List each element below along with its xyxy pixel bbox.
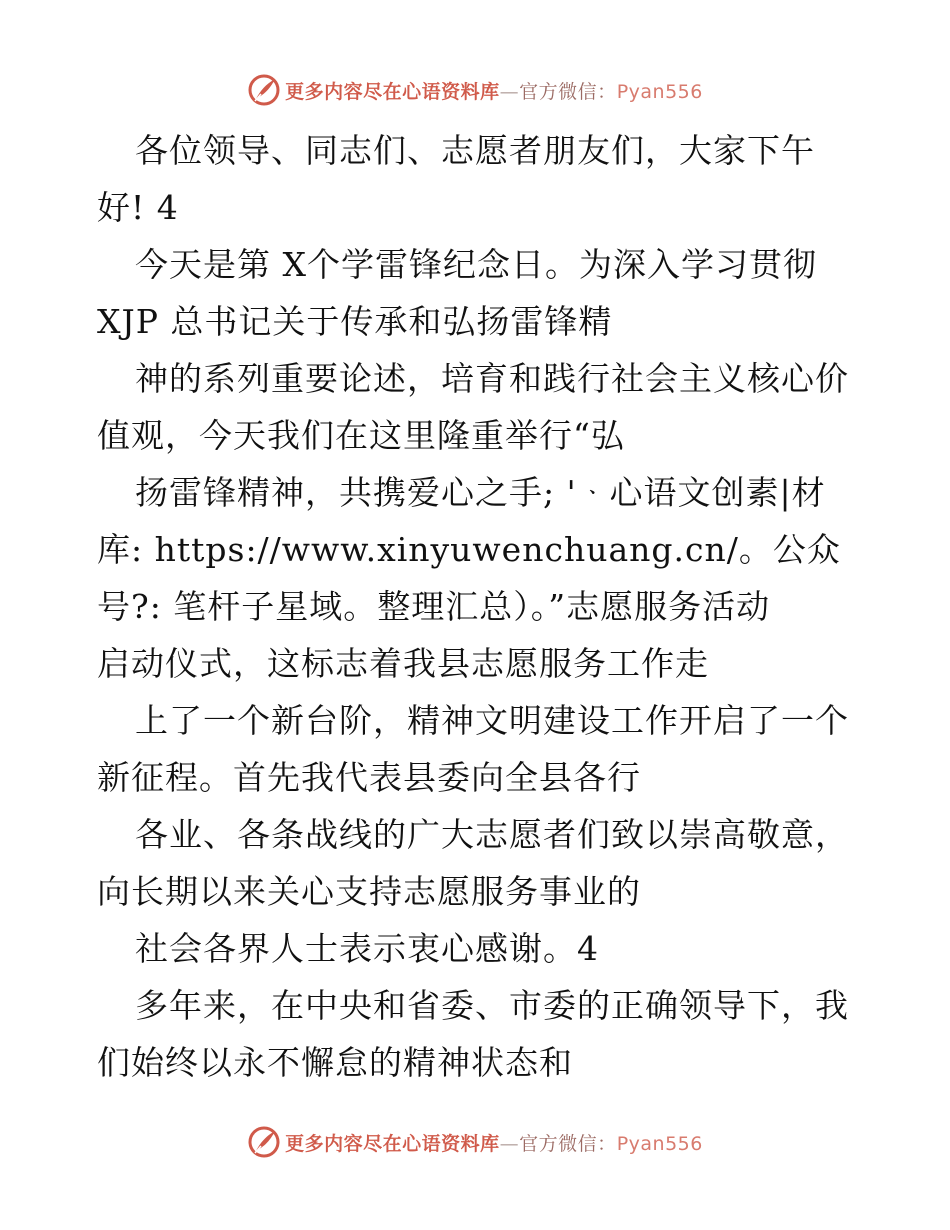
text-line: 今天是第 X个学雷锋纪念日。为深入学习贯彻 [135, 245, 817, 284]
watermark-text [285, 77, 703, 104]
text-line: 库: https://www.xinyuwenchuang.cn/。公众 [97, 530, 841, 569]
watermark-separator: — [499, 1132, 520, 1155]
footer-watermark [0, 1122, 950, 1162]
text-line: 号?: 笔杆子星域。整理汇总）。”志愿服务活动 [97, 587, 771, 626]
text-line: 各位领导、同志们、志愿者朋友们，大家下午 [135, 131, 815, 170]
text-line: 神的系列重要论述，培育和践行社会主义核心价 [135, 359, 849, 398]
watermark-middle: 官方微信： [519, 1132, 617, 1155]
watermark-middle: 官方微信： [519, 80, 617, 103]
text-line: 值观，今天我们在这里隆重举行“弘 [97, 416, 625, 455]
text-line: XJP 总书记关于传承和弘扬雷锋精 [97, 302, 613, 341]
watermark-prefix: 更多内容尽在心语资料库 [285, 80, 500, 103]
text-line: 扬雷锋精神，共携爱心之手; 'ᆞ心语文创素|材 [135, 473, 826, 512]
feather-quill-circle-icon [247, 73, 281, 107]
text-line: 向长期以来关心支持志愿服务事业的 [97, 872, 641, 911]
watermark-separator: — [499, 80, 520, 103]
text-line: 各业、各条战线的广大志愿者们致以崇高敬意， [135, 815, 849, 854]
text-line: 启动仪式，这标志着我县志愿服务工作走 [97, 644, 709, 683]
watermark-wechat: Pyan556 [616, 80, 703, 103]
text-line: 好! 4 [97, 188, 179, 227]
watermark-wechat: Pyan556 [616, 1132, 703, 1155]
header-watermark [0, 70, 950, 110]
text-line: 社会各界人士表示衷心感谢。4 [135, 929, 599, 968]
text-line: 们始终以永不懈怠的精神状态和 [97, 1043, 573, 1082]
watermark-text [285, 1129, 703, 1156]
watermark-prefix: 更多内容尽在心语资料库 [285, 1132, 500, 1155]
text-line: 多年来，在中央和省委、市委的正确领导下，我 [135, 986, 849, 1025]
text-line: 上了一个新台阶，精神文明建设工作开启了一个 [135, 701, 849, 740]
feather-quill-circle-icon [247, 1125, 281, 1159]
document-body [97, 122, 867, 1091]
text-line: 新征程。首先我代表县委向全县各行 [97, 758, 641, 797]
